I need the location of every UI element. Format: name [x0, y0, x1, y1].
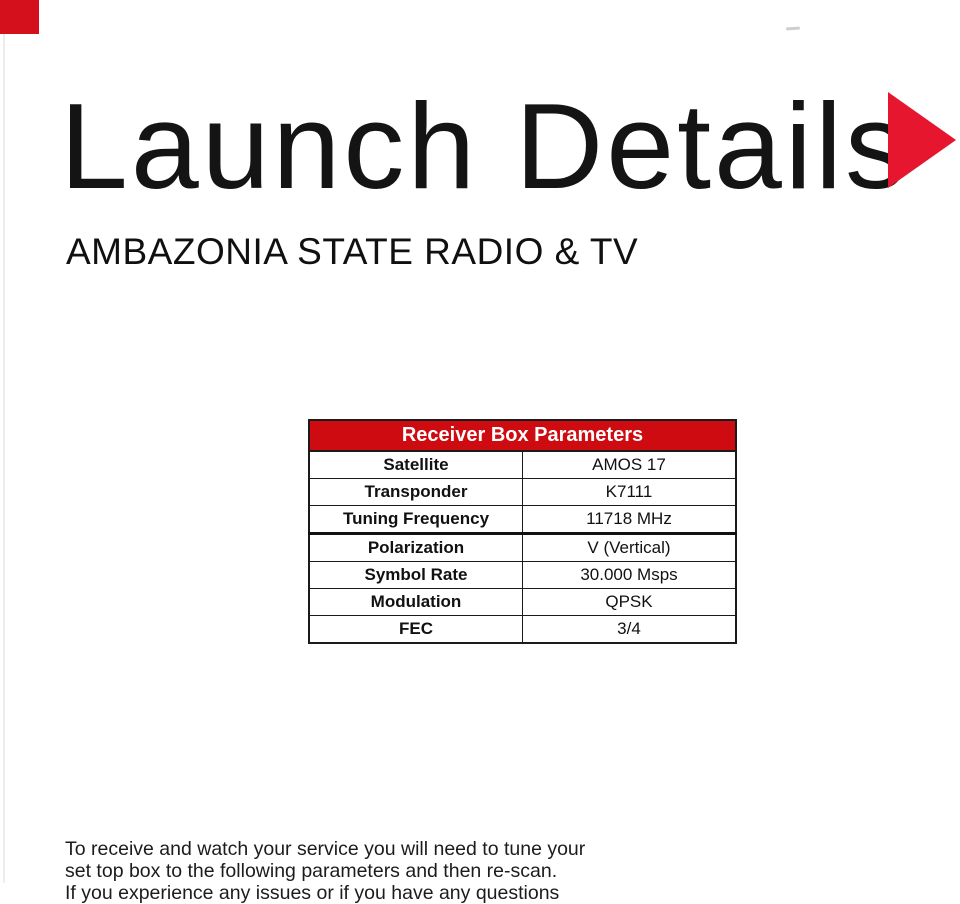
table-row — [309, 589, 736, 616]
param-value: V (Vertical) — [523, 534, 737, 562]
param-label: Modulation — [309, 589, 523, 616]
table-row — [309, 616, 736, 644]
param-value: QPSK — [523, 589, 737, 616]
param-value: K7111 — [523, 479, 737, 506]
page-title: Launch Details — [60, 78, 910, 214]
param-value: 3/4 — [523, 616, 737, 644]
footer-note — [65, 838, 625, 904]
param-label: FEC — [309, 616, 523, 644]
corner-accent-rect — [0, 0, 39, 34]
param-label: Symbol Rate — [309, 562, 523, 589]
footer-line-2: set top box to the following parameters and then re-scan. — [65, 860, 558, 882]
param-label: Transponder — [309, 479, 523, 506]
param-value: 11718 MHz — [523, 506, 737, 534]
param-value: AMOS 17 — [523, 451, 737, 479]
table-header: Receiver Box Parameters — [309, 420, 736, 451]
table-row — [309, 534, 736, 562]
page-left-edge — [3, 28, 5, 883]
page-subtitle: AMBAZONIA STATE RADIO & TV — [66, 231, 639, 272]
footer-line-3: If you experience any issues or if you have any questions — [65, 882, 560, 904]
table-row — [309, 562, 736, 589]
param-label: Satellite — [309, 451, 523, 479]
footer-line-1: To receive and watch your service you will need to tune your — [65, 838, 586, 860]
table-row — [309, 451, 736, 479]
table-header-row — [309, 420, 736, 451]
table-row — [309, 479, 736, 506]
parameters-table — [308, 419, 737, 644]
param-value: 30.000 Msps — [523, 562, 737, 589]
table-row — [309, 506, 736, 534]
param-label: Tuning Frequency — [309, 506, 523, 534]
param-label: Polarization — [309, 534, 523, 562]
play-triangle-icon — [888, 92, 956, 188]
smudge-mark — [786, 27, 800, 31]
